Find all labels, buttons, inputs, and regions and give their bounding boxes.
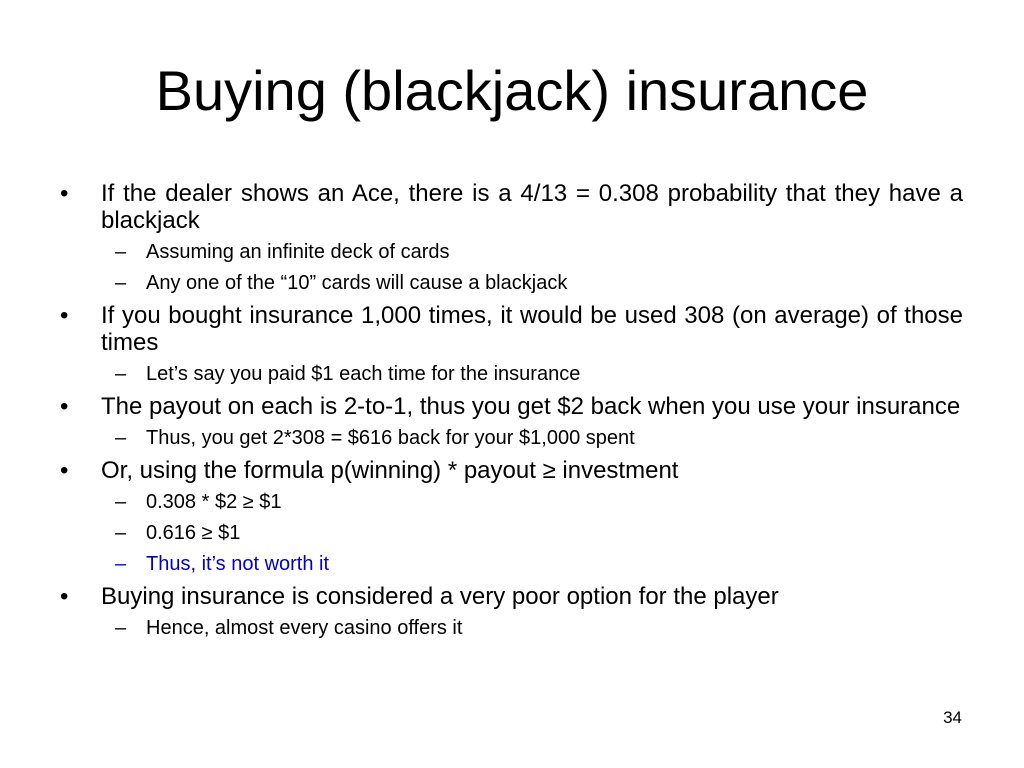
sub-bullet-marker: –: [115, 241, 127, 263]
bullet-text: Buying insurance is considered a very poor option for the player: [101, 583, 779, 610]
sub-bullet-text: Let’s say you paid $1 each time for the insurance: [146, 363, 581, 385]
sub-bullet-marker: –: [115, 491, 127, 513]
sub-bullet-text: Assuming an infinite deck of cards: [146, 241, 450, 263]
bullet-item: [60, 302, 963, 356]
slide-title: Buying (blackjack) insurance: [155, 59, 869, 122]
bullet-item: [60, 180, 963, 234]
sub-bullet-text: Thus, it’s not worth it: [146, 553, 330, 575]
bullet-marker: •: [60, 393, 69, 420]
sub-bullet-text: Hence, almost every casino offers it: [146, 617, 463, 639]
sub-bullet-marker: –: [115, 522, 127, 544]
sub-bullet-marker: –: [115, 272, 127, 294]
bullet-marker: •: [60, 583, 69, 610]
bullet-item: [60, 393, 963, 420]
bullet-item: [60, 457, 963, 484]
sub-bullet-text: Thus, you get 2*308 = $616 back for your $1,000 spent: [146, 427, 635, 449]
bullet-marker: •: [60, 180, 69, 207]
sub-bullet-item: [60, 362, 963, 387]
sub-bullet-item-highlight: [60, 552, 963, 577]
sub-bullet-marker: –: [115, 617, 127, 639]
sub-bullet-marker: –: [115, 553, 127, 575]
bullet-text: Or, using the formula p(winning) * payout ≥ investment: [101, 457, 679, 484]
slide-body: [60, 180, 963, 647]
sub-bullet-text: 0.616 ≥ $1: [146, 522, 241, 544]
sub-bullet-text: Any one of the “10” cards will cause a blackjack: [146, 272, 568, 294]
bullet-marker: •: [60, 302, 69, 329]
bullet-marker: •: [60, 457, 69, 484]
sub-bullet-marker: –: [115, 427, 127, 449]
sub-bullet-marker: –: [115, 363, 127, 385]
sub-bullet-item: [60, 240, 963, 265]
sub-bullet-item: [60, 271, 963, 296]
sub-bullet-text: 0.308 * $2 ≥ $1: [146, 491, 282, 513]
bullet-text: The payout on each is 2-to-1, thus you get $2 back when you use your insurance: [101, 393, 961, 420]
page-number: 34: [943, 708, 962, 727]
bullet-text: If the dealer shows an Ace, there is a 4/13 = 0.308 probability that they have a blackjack: [101, 180, 963, 234]
sub-bullet-item: [60, 521, 963, 546]
sub-bullet-item: [60, 616, 963, 641]
sub-bullet-item: [60, 426, 963, 451]
bullet-text: If you bought insurance 1,000 times, it would be used 308 (on average) of those times: [101, 302, 963, 356]
sub-bullet-item: [60, 490, 963, 515]
bullet-item: [60, 583, 963, 610]
